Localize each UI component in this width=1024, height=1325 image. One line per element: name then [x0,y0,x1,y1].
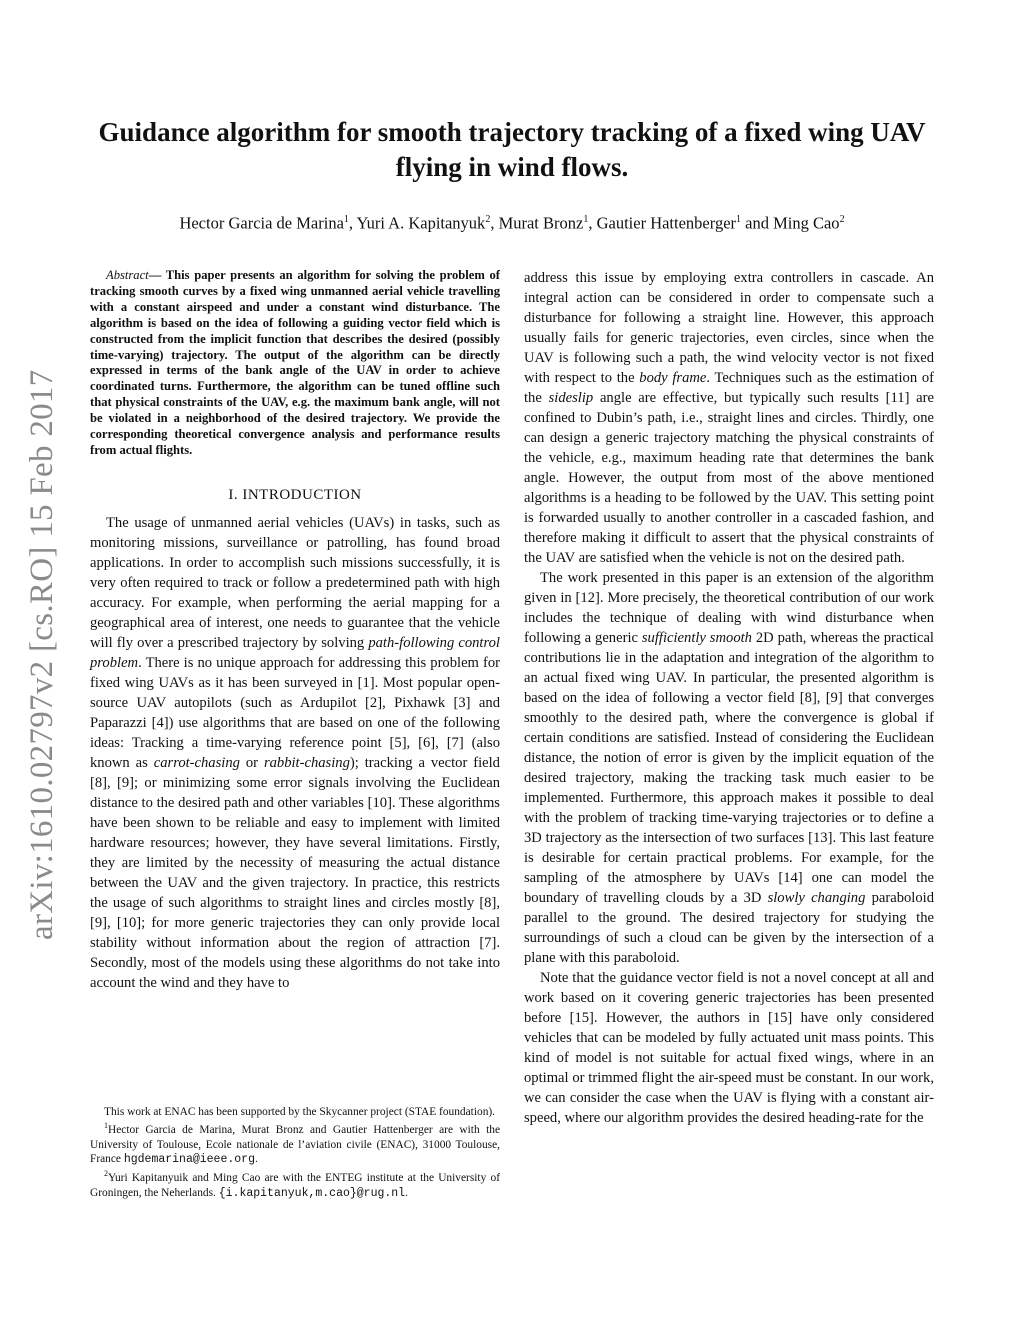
author-affiliation-mark: 1 [583,214,589,225]
footnotes [90,1105,500,1201]
body-text: ); tracking a vector field [8], [9]; or minimizing some error signals involving the Euclidean distance to the desired path and other variables [10]. These algorithms have been shown to be reliable and easy to implement with limited hardware resources; however, they have several limitations. Firstly, they are limited by the necessity of measuring the actual distance between the UAV and the given trajectory. In practice, this restricts the usage of such algorithms to straight lines and circles mostly [8], [9], [10]; for more generic trajectories they can only provide local stability without information about the region of attraction [7]. Secondly, most of the models using these algorithms do not take into account the wind and they have to [90,754,500,991]
author-name: Yuri A. Kapitanyuk [356,213,486,233]
right-column [524,268,934,1128]
author-name: Ming Cao [773,213,840,233]
body-text: address this issue by employing extra controllers in cascade. An integral action can be considered in order to compensate such a disturbance for following a straight line. However, this approach usually fails for generic trajectories, even circles, since when the UAV is following such a path, the wind velocity vector is not fixed with respect to the [524,270,934,386]
footnote-affiliation-1 [90,1119,500,1167]
footnote-mark: 2 [104,1169,108,1179]
abstract [90,268,500,459]
footnote-text: Yuri Kapitanyuik and Ming Cao are with the ENTEG institute at the University of Groningen, the Neherlands. [90,1172,500,1199]
email-link[interactable]: {i.kapitanyuk,m.cao}@rug.nl [218,1186,406,1200]
body-text: The usage of unmanned aerial vehicles (UAVs) in tasks, such as monitoring missions, surveillance or patrolling, has found broad applications. In order to accomplish such missions successfully, it is very often required to track or follow a predetermined path with high accuracy. For example, when performing the aerial mapping for a geographical area of interest, one needs to guarantee that the vehicle will fly over a prescribed trajectory by solving [90,514,500,651]
body-text: . There is no unique approach for addressing this problem for fixed wing UAVs as it has been surveyed in [1]. Most popular open-source UAV autopilots (such as Ardupilot [2], Pixhawk [3] and Paparazzi [4]) use algorithms that are based on one of the following ideas: Tracking a time-varying reference point [5], [6], [7] (also known as [90,654,500,771]
emphasis-text: rabbit-chasing [263,754,350,771]
arxiv-identifier: arXiv:1610.02797v2 [cs.RO] 15 Feb 2017 [24,369,60,940]
intro-paragraph-continued [524,268,934,568]
author-separator: , [490,213,499,233]
abstract-text: This paper presents an algorithm for solving the problem of tracking smooth curves by a fixed wing unmanned aerial vehicle travelling with a constant airspeed and under a constant wind disturbance. The algorithm is based on the idea of following a guiding vector field which is constructed from the implicit function that describes the desired (possibly time-varying) trajectory. The output of the algorithm can be directly expressed in terms of the bank angle of the UAV in order to achieve coordinated turns. Furthermore, the algorithm can be tuned offline such that physical constraints of the UAV, e.g. the maximum bank angle, will not be violated in a neighborhood of the desired trajectory. We provide the corresponding theoretical convergence analysis and performance results from actual flights. [90,268,500,457]
author-name: Murat Bronz [498,213,584,233]
author-affiliation-mark: 1 [343,214,349,225]
abstract-label: Abstract [106,268,149,282]
email-link[interactable]: hgdemarina@ieee.org [123,1153,255,1167]
author-separator: , [348,213,357,233]
body-text: paraboloid parallel to the ground. The desired trajectory for studying the surroundings of such a cloud can be given by the intersection of a plane with this paraboloid. [524,890,934,966]
left-column [90,268,500,993]
emphasis-text: path-following control problem [90,634,500,671]
emphasis-text: sufficiently smooth [641,630,752,646]
footnote-mark: 1 [104,1121,108,1131]
section-heading-introduction: I. INTRODUCTION [228,486,362,503]
footnote-funding: This work at ENAC has been supported by the Skycanner project (STAE foundation). [104,1106,496,1118]
abstract-dash: — [148,268,166,282]
emphasis-text: body frame [639,370,707,386]
author-separator: , [588,213,597,233]
footnote-text: . [405,1186,408,1199]
title-line-1: Guidance algorithm for smooth trajectory tracking of a fixed wing UAV [98,117,926,147]
emphasis-text: slowly changing [767,890,866,906]
body-text: 2D path, whereas the practical contributions lie in the adaptation and integration of the algorithm to an actual fixed wing UAV. In particular, the presented algorithm is based on the idea of following a vector field [8], [9] that converges smoothly to the desired path, where the convergence is global if certain conditions are satisfied. Instead of considering the Euclidean distance, the notion of error is given by the implicit equation of the desired trajectory, making the tracking task much easier to be implemented. Furthermore, this approach makes it possible to deal with the problem of tracking time-varying trajectories or to define a 3D trajectory as the intersection of two surfaces [13]. This last feature is desirable for certain practical problems. For example, for the sampling of the atmosphere by UAVs [14] one can model the boundary of travelling clouds by a 3D [524,630,934,906]
footnote-text: Hector Garcia de Marina, Murat Bronz and Gautier Hattenberger are with the University of Toulouse, Ecole nationale de l’aviation civile (ENAC), 31000 Toulouse, France [90,1124,500,1166]
intro-paragraph-1 [90,513,500,993]
title-line-2: flying in wind flows. [395,152,629,182]
body-text: or [239,754,264,771]
paper-title [70,115,954,185]
footnote-text: . [254,1153,258,1166]
emphasis-text: carrot-chasing [153,754,240,771]
author-name: Hector Garcia de Marina [179,213,344,233]
author-affiliation-mark: 2 [485,214,491,225]
footnote-affiliation-2 [90,1167,500,1201]
author-affiliation-mark: 2 [839,214,845,225]
body-text: angle are effective, but typically such results [11] are confined to Dubin’s path, i.e., straight lines and circles. Thirdly, one can design a generic trajectory matching the physical constraints of the vehicle, e.g., maximum heading rate that determines the bank angle. However, the output from most of the above mentioned algorithms is a heading to be followed by the UAV. This setting point is forwarded usually to another controller in a cascaded fashion, and therefore making it difficult to assert that the physical constraints of the UAV are satisfied when the vehicle is not on the desired path. [524,390,934,566]
intro-paragraph-2 [524,568,934,968]
author-list [70,209,954,235]
emphasis-text: sideslip [548,390,594,406]
body-text: The work presented in this paper is an extension of the algorithm given in [12]. More precisely, the theoretical contribution of our work includes the technique of dealing with wind disturbance when following a generic [524,570,934,646]
author-separator: and [741,213,774,233]
author-name: Gautier Hattenberger [596,213,737,233]
body-text: . Techniques such as the estimation of the [524,370,934,406]
author-affiliation-mark: 1 [736,214,742,225]
intro-paragraph-3: Note that the guidance vector field is not a novel concept at all and work based on it covering generic trajectories has been presented before [15]. However, the authors in [15] have only considered vehicles that can be modeled by fully actuated unit mass points. This kind of model is not suitable for actual fixed wings, where in an optimal or trimmed flight the air-speed must be constant. In our work, we can consider the case when the UAV is flying with a constant air-speed, where our algorithm provides the desired heading-rate for the [524,970,934,1126]
